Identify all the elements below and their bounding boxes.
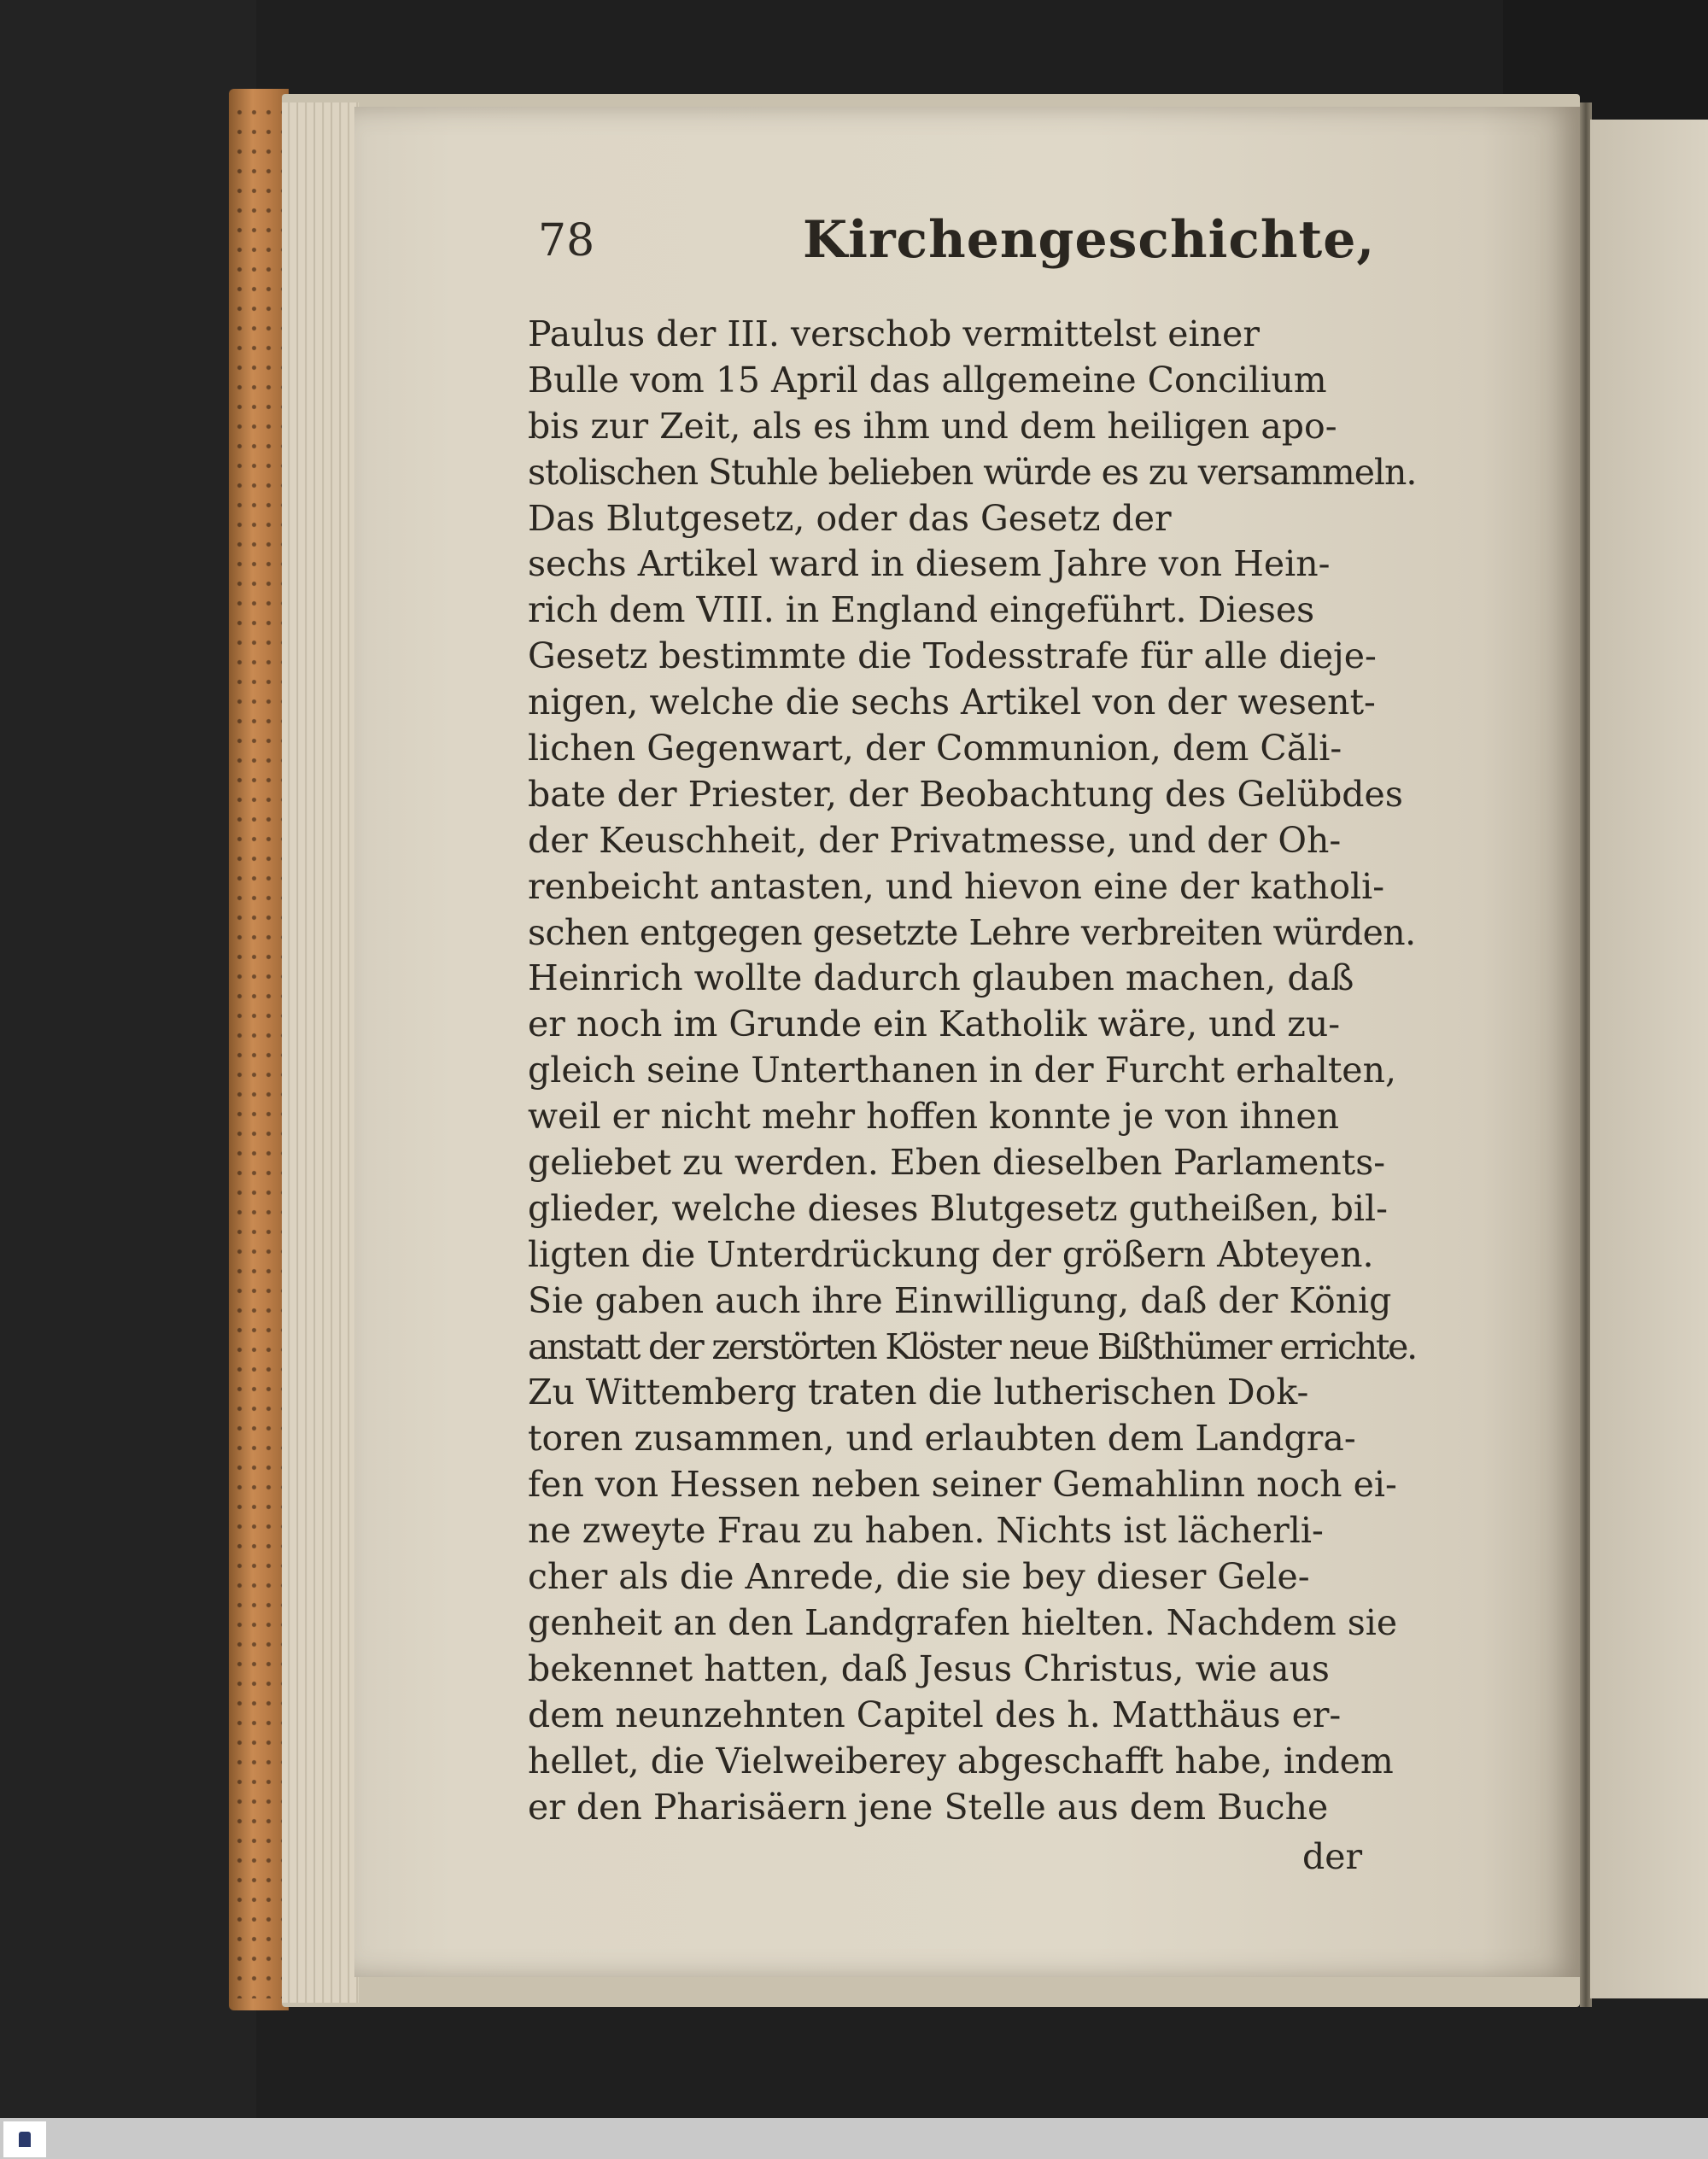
- library-logo: [3, 2121, 46, 2157]
- text-line: Gesetz bestimmte die Todesstrafe für alle dieje-: [528, 635, 1377, 677]
- backdrop: [0, 0, 256, 2118]
- page-number: 78: [538, 215, 595, 266]
- text-line: bis zur Zeit, als es ihm und dem heiligen apo-: [528, 405, 1337, 447]
- catchword: der: [1302, 1836, 1363, 1877]
- text-line: weil er nicht mehr hoffen konnte je von ihnen: [528, 1096, 1340, 1138]
- page-header: [538, 210, 1401, 284]
- text-line: Zu Wittemberg traten die lutherischen Dok-: [528, 1372, 1309, 1413]
- text-line: Sie gaben auch ihre Einwilligung, daß der König: [528, 1279, 1392, 1321]
- text-line: bate der Priester, der Beobachtung des Gelübdes: [528, 773, 1403, 815]
- running-title: Kirchengeschichte,: [803, 210, 1376, 270]
- page-edges: [282, 102, 359, 2003]
- text-line: nigen, welche die sechs Artikel von der wesent-: [528, 682, 1376, 723]
- text-line: ne zweyte Frau zu haben. Nichts ist lächerli-: [528, 1510, 1324, 1552]
- text-line: Bulle vom 15 April das allgemeine Concilium: [528, 359, 1327, 401]
- text-line: fen von Hessen neben seiner Gemahlinn noch ei-: [528, 1464, 1397, 1506]
- text-line: stolischen Stuhle belieben würde es zu versammeln.: [528, 451, 1416, 493]
- text-line: Paulus der III. verschob vermittelst einer: [528, 313, 1260, 354]
- text-line: geliebet zu werden. Eben dieselben Parlaments-: [528, 1142, 1386, 1184]
- cover-foxing: [232, 102, 284, 1998]
- text-line: schen entgegen gesetzte Lehre verbreiten würden.: [528, 911, 1416, 953]
- text-line: renbeicht antasten, und hievon eine der katholi-: [528, 865, 1385, 907]
- text-line: sechs Artikel ward in diesem Jahre von Hein-: [528, 543, 1331, 585]
- text-line: ligten die Unterdrückung der größern Abteyen.: [528, 1233, 1374, 1275]
- facing-page: [1590, 120, 1708, 1998]
- body-text: [528, 312, 1416, 1830]
- text-line: cher als die Anrede, die sie bey dieser Gele-: [528, 1556, 1310, 1598]
- text-line: er noch im Grunde ein Katholik wäre, und zu-: [528, 1003, 1341, 1045]
- text-line: Heinrich wollte dadurch glauben machen, daß: [528, 957, 1354, 999]
- text-line: gleich seine Unterthanen in der Furcht erhalten,: [528, 1050, 1397, 1091]
- text-line: toren zusammen, und erlaubten dem Landgra-: [528, 1418, 1356, 1460]
- viewer-footer: [0, 2118, 1708, 2159]
- text-line: glieder, welche dieses Blutgesetz gutheißen, bil-: [528, 1187, 1388, 1229]
- text-line: der Keuschheit, der Privatmesse, und der Oh-: [528, 819, 1342, 861]
- text-line: genheit an den Landgrafen hielten. Nachdem sie: [528, 1601, 1398, 1643]
- logo-figure-icon: [19, 2132, 31, 2147]
- text-line: rich dem VIII. in England eingeführt. Dieses: [528, 589, 1315, 631]
- text-line: anstatt der zerstörten Klöster neue Bißthümer errichte.: [528, 1325, 1416, 1367]
- text-line: bekennet hatten, daß Jesus Christus, wie aus: [528, 1647, 1330, 1689]
- text-line: Das Blutgesetz, oder das Gesetz der: [528, 497, 1172, 539]
- text-line: lichen Gegenwart, der Communion, dem Căli-: [528, 728, 1342, 769]
- text-line: hellet, die Vielweiberey abgeschafft habe, indem: [528, 1740, 1394, 1782]
- text-line: er den Pharisäern jene Stelle aus dem Buche: [528, 1786, 1329, 1828]
- text-line: dem neunzehnten Capitel des h. Matthäus er-: [528, 1694, 1342, 1735]
